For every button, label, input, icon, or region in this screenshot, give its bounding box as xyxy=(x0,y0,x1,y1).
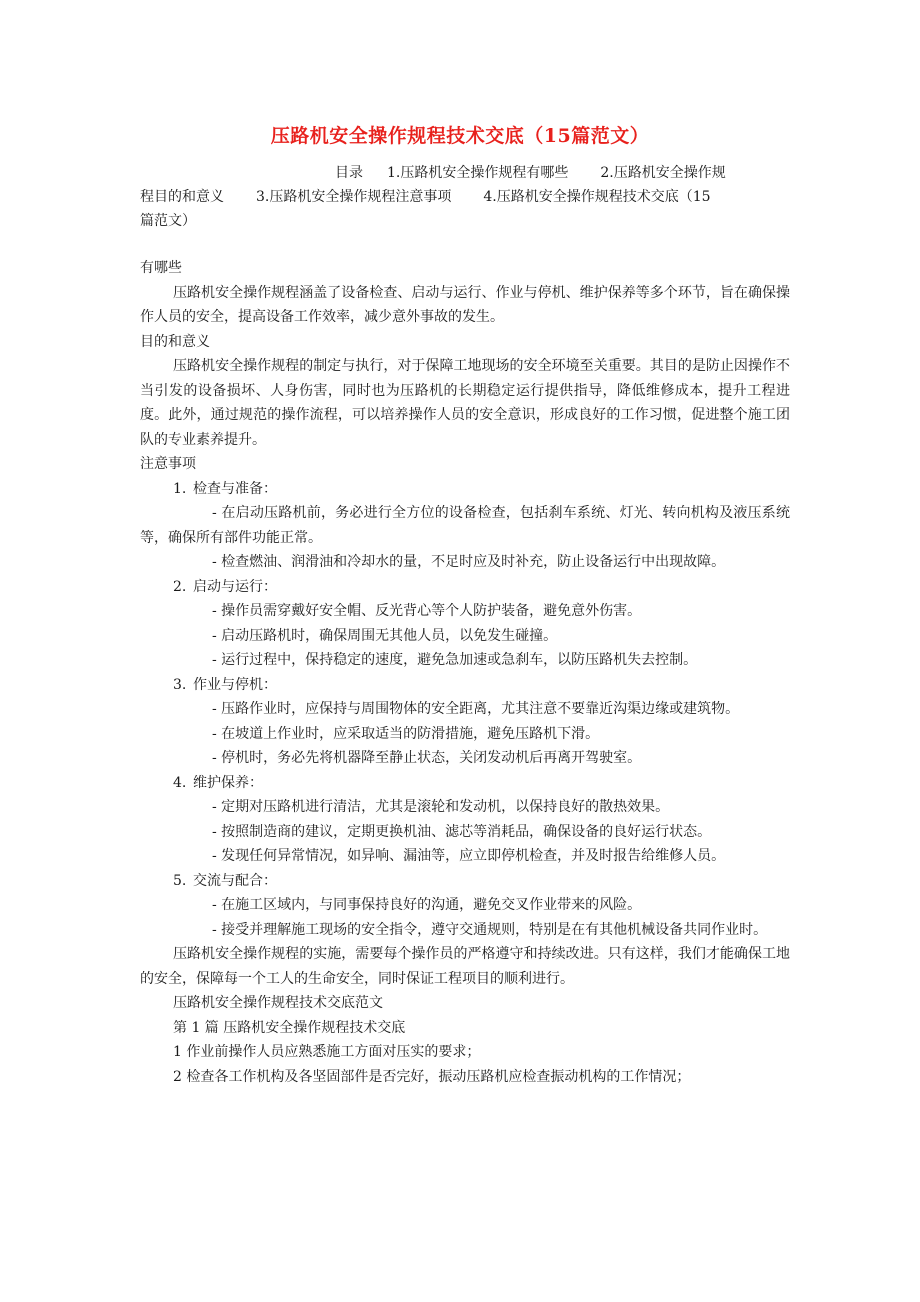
list-subitem: - 定期对压路机进行清洁，尤其是滚轮和发动机，以保持良好的散热效果。 xyxy=(212,799,670,815)
list-subitem: - 发现任何异常情况，如异响、漏油等，应立即停机检查，并及时报告给维修人员。 xyxy=(212,848,726,864)
list-subitem: - 运行过程中，保持稳定的速度，避免急加速或急刹车，以防压路机失去控制。 xyxy=(212,652,698,668)
list-subitem: - 在坡道上作业时，应采取适当的防滑措施，避免压路机下滑。 xyxy=(212,725,600,742)
list-subitem: - 压路作业时，应保持与周围物体的安全距离，尤其注意不要靠近沟渠边缘或建筑物。 xyxy=(212,701,740,717)
list-subitem: - 检查燃油、润滑油和冷却水的量，不足时应及时补充，防止设备运行中出现故障。 xyxy=(212,554,726,570)
list-item-heading: 1. 检查与准备： xyxy=(173,480,277,497)
toc-item-3[interactable]: 3.压路机安全操作规程注意事项 xyxy=(256,189,452,205)
list-subitem: - 按照制造商的建议，定期更换机油、滤芯等消耗品，确保设备的良好运行状态。 xyxy=(212,823,712,840)
list-subitem: - 在施工区域内，与同事保持良好的沟通，避免交叉作业带来的风险。 xyxy=(212,897,642,913)
section-heading: 目的和意义 xyxy=(140,333,210,350)
table-of-contents xyxy=(140,161,790,233)
toc-item-2-cont[interactable]: 程目的和意义 xyxy=(140,189,224,205)
list-subitem: - 停机时，务必先将机器降至静止状态，关闭发动机后再离开驾驶室。 xyxy=(212,750,642,766)
list-subitem: - 接受并理解施工现场的安全指令，遵守交通规则，特别是在有其他机械设备共同作业时。 xyxy=(212,921,768,938)
document-body xyxy=(140,256,790,1089)
list-subitem: - 操作员需穿戴好安全帽、反光背心等个人防护装备，避免意外伤害。 xyxy=(212,603,642,619)
rule-item: 1 作业前操作人员应熟悉施工方面对压实的要求； xyxy=(173,1044,481,1060)
list-item-heading: 5. 交流与配合： xyxy=(173,872,277,889)
sample-heading: 压路机安全操作规程技术交底范文 xyxy=(173,995,383,1011)
rule-item: 2 检查各工作机构及各坚固部件是否完好，振动压路机应检查振动机构的工作情况； xyxy=(173,1068,691,1085)
toc-item-2[interactable]: 2.压路机安全操作规 xyxy=(600,165,726,181)
list-subitem: - 启动压路机时，确保周围无其他人员，以免发生碰撞。 xyxy=(212,627,558,644)
paragraph: 压路机安全操作规程涵盖了设备检查、启动与运行、作业与停机、维护保养等多个环节，旨在确保操作人员的安全，提高设备工作效率，减少意外事故的发生。 xyxy=(140,284,790,325)
list-item-heading: 3. 作业与停机： xyxy=(173,676,277,693)
section-heading: 注意事项 xyxy=(140,456,196,472)
section-heading: 有哪些 xyxy=(140,260,182,276)
toc-item-1[interactable]: 1.压路机安全操作规程有哪些 xyxy=(387,165,569,181)
toc-item-4[interactable]: 4.压路机安全操作规程技术交底（15 xyxy=(483,189,711,205)
list-item-heading: 2. 启动与运行： xyxy=(173,578,277,595)
toc-item-4-cont[interactable]: 篇范文） xyxy=(140,213,196,229)
document-title: 压路机安全操作规程技术交底（15篇范文） xyxy=(270,125,650,147)
paragraph: 压路机安全操作规程的制定与执行，对于保障工地现场的安全环境至关重要。其目的是防止因操作不当引发的设备损坏、人身伤害，同时也为压路机的长期稳定运行提供指导，降低维修成本，提升工程进度。此外，通过规范的操作流程，可以培养操作人员的安全意识，形成良好的工作习惯，促进整个施工团队的专业素养提升。 xyxy=(140,358,790,448)
list-subitem: - 在启动压路机前，务必进行全方位的设备检查，包括刹车系统、灯光、转向机构及液压系统等，确保所有部件功能正常。 xyxy=(140,505,790,546)
toc-label: 目录 xyxy=(335,165,363,181)
list-item-heading: 4. 维护保养： xyxy=(173,774,263,791)
chapter-heading: 第 1 篇 压路机安全操作规程技术交底 xyxy=(173,1019,406,1036)
paragraph: 压路机安全操作规程的实施，需要每个操作员的严格遵守和持续改进。只有这样，我们才能确保工地的安全，保障每一个工人的生命安全，同时保证工程项目的顺利进行。 xyxy=(140,946,790,987)
